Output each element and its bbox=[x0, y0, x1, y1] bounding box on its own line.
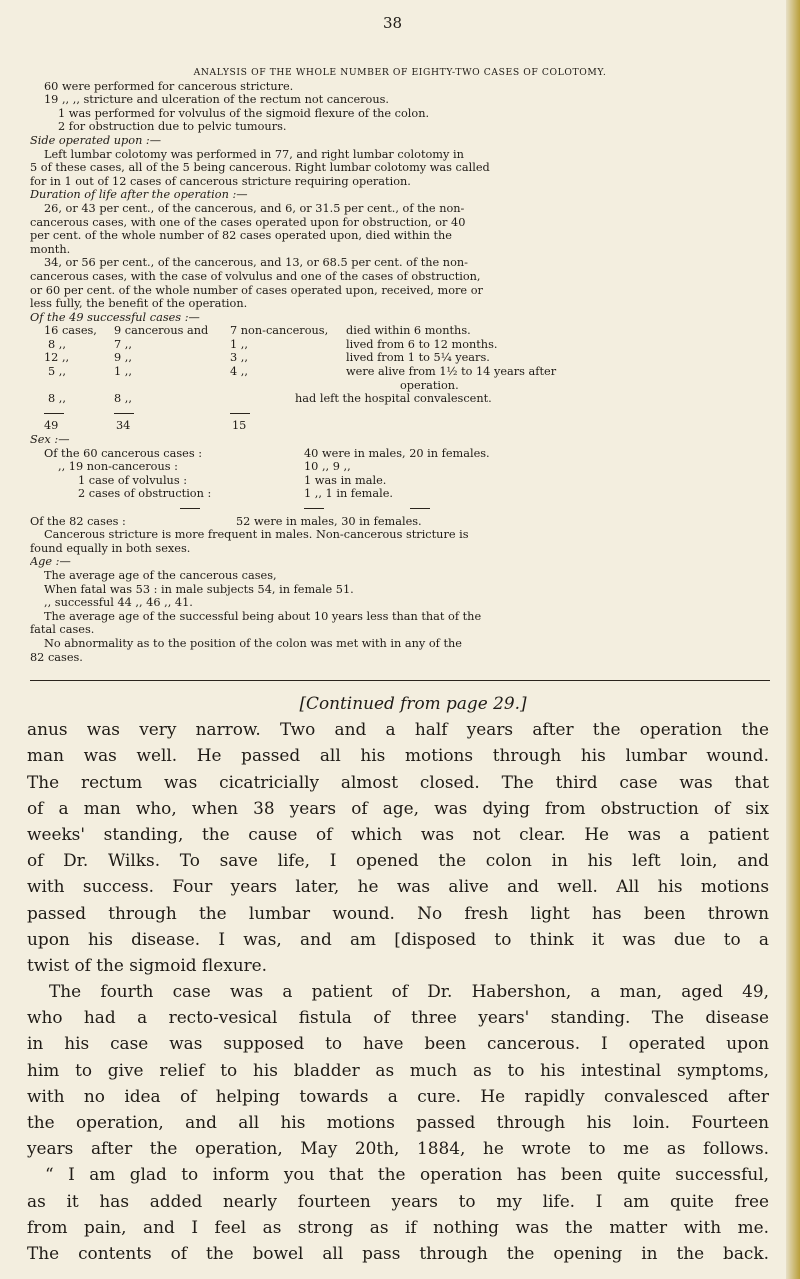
body-line: man was well. He passed all his motions through his lumbar wound. bbox=[27, 745, 769, 766]
sex-total: Of the 82 cases : 52 were in males, 30 in females. bbox=[30, 514, 422, 528]
duration-line: 34, or 56 per cent., of the cancerous, and 13, or 68.5 per cent. of the non- bbox=[44, 256, 468, 270]
successful-row: operation. bbox=[400, 378, 459, 392]
body-line: with no idea of helping towards a cure. He rapidly convalesced after bbox=[27, 1085, 769, 1106]
side-line: 5 of these cases, all of the 5 being cancerous. Right lumbar colotomy was called bbox=[30, 161, 490, 175]
successful-row: 16 cases, 9 cancerous and 7 non-cancerous, died within 6 months. bbox=[44, 324, 471, 338]
successful-heading: Of the 49 successful cases :— bbox=[30, 310, 200, 324]
duration-line: or 60 per cent. of the whole number of cases operated upon, received, more or bbox=[30, 283, 483, 297]
age-line: The average age of the cancerous cases, bbox=[44, 568, 277, 582]
body-line: from pain, and I feel as strong as if nothing was the matter with me. bbox=[27, 1216, 769, 1237]
body-line: as it has added nearly fourteen years to my life. I am quite free bbox=[27, 1190, 769, 1211]
duration-heading: Duration of life after the operation :— bbox=[30, 188, 248, 202]
sex-rule bbox=[30, 501, 770, 515]
intro-line: 19 ,, ,, stricture and ulceration of the rectum not cancerous. bbox=[44, 93, 389, 107]
intro-line: 2 for obstruction due to pelvic tumours. bbox=[58, 120, 287, 134]
sex-line: found equally in both sexes. bbox=[30, 541, 191, 555]
successful-row: 12 ,, 9 ,, 3 ,, lived from 1 to 5¼ years. bbox=[44, 351, 490, 365]
duration-line: cancerous cases, with one of the cases operated upon for obstruction, or 40 bbox=[30, 215, 466, 229]
page-number: 38 bbox=[383, 14, 403, 32]
intro-line: 1 was performed for volvulus of the sigmoid flexure of the colon. bbox=[58, 106, 430, 120]
section-divider bbox=[30, 680, 770, 681]
successful-row: 8 ,, 7 ,, 1 ,, lived from 6 to 12 months. bbox=[48, 337, 498, 351]
age-heading: Age :— bbox=[30, 555, 71, 569]
duration-line: per cent. of the whole number of 82 cases operated upon, died within the bbox=[30, 229, 452, 243]
age-line: When fatal was 53 : in male subjects 54, in female 51. bbox=[44, 582, 354, 596]
body-line: The fourth case was a patient of Dr. Habershon, a man, aged 49, bbox=[49, 981, 769, 1002]
analysis-block bbox=[30, 66, 770, 664]
intro-line: 60 were performed for cancerous stricture. bbox=[44, 79, 294, 93]
body-line: weeks' standing, the cause of which was not clear. He was a patient bbox=[27, 823, 769, 844]
sex-line: Cancerous stricture is more frequent in males. Non-cancerous stricture is bbox=[44, 528, 469, 542]
body-line: anus was very narrow. Two and a half years after the operation the bbox=[27, 719, 769, 740]
successful-row: 5 ,, 1 ,, 4 ,, were alive from 1½ to 14 years after bbox=[48, 365, 557, 379]
body-line: of a man who, when 38 years of age, was dying from obstruction of six bbox=[27, 797, 769, 818]
body-line: passed through the lumbar wound. No fresh light has been thrown bbox=[27, 902, 769, 923]
body-line: “ I am glad to inform you that the operation has been quite successful, bbox=[45, 1164, 769, 1185]
sex-row: Of the 60 cancerous cases : 40 were in males, 20 in females. bbox=[44, 446, 490, 460]
successful-row: 8 ,, 8 ,, had left the hospital convalescent. bbox=[48, 392, 492, 406]
body-line: upon his disease. I was, and am [disposed to think it was due to a bbox=[27, 928, 769, 949]
sex-row: 1 case of volvulus : 1 was in male. bbox=[78, 473, 387, 487]
analysis-heading: ANALYSIS OF THE WHOLE NUMBER OF EIGHTY-TWO CASES OF COLOTOMY. bbox=[193, 67, 607, 78]
duration-line: month. bbox=[30, 242, 71, 256]
body-line: the operation, and all his motions passed through his loin. Fourteen bbox=[27, 1112, 769, 1132]
body-line: who had a recto-vesical fistula of three years' standing. The disease bbox=[27, 1007, 769, 1028]
position-line: No abnormality as to the position of the colon was met with in any of the bbox=[44, 636, 462, 650]
body-line: with success. Four years later, he was alive and well. All his motions bbox=[27, 876, 769, 897]
body-line: twist of the sigmoid flexure. bbox=[27, 954, 268, 975]
age-line: fatal cases. bbox=[30, 623, 95, 637]
body-line: The rectum was cicatricially almost closed. The third case was that bbox=[27, 771, 769, 792]
continued-heading: [Continued from page 29.] bbox=[299, 693, 527, 713]
body-line: The contents of the bowel all pass through the opening in the back. bbox=[27, 1242, 769, 1263]
sex-row: ,, 19 non-cancerous : 10 ,, 9 ,, bbox=[58, 460, 351, 474]
totals-rule bbox=[30, 406, 770, 420]
duration-line: cancerous cases, with the case of volvulus and one of the cases of obstruction, bbox=[30, 269, 481, 283]
successful-totals: 49 34 15 bbox=[44, 419, 247, 433]
body-line: of Dr. Wilks. To save life, I opened the colon in his left loin, and bbox=[27, 850, 769, 871]
sex-heading: Sex :— bbox=[30, 433, 70, 447]
age-line: The average age of the successful being about 10 years less than that of the bbox=[44, 609, 482, 623]
body-line: him to give relief to his bladder as much as to his intestinal symptoms, bbox=[27, 1059, 769, 1080]
sex-row: 2 cases of obstruction : 1 ,, 1 in female. bbox=[78, 487, 394, 501]
side-line: for in 1 out of 12 cases of cancerous stricture requiring operation. bbox=[30, 174, 411, 188]
position-line: 82 cases. bbox=[30, 650, 83, 664]
continuation-block bbox=[27, 690, 769, 1266]
side-line: Left lumbar colotomy was performed in 77, and right lumbar colotomy in bbox=[44, 147, 464, 161]
body-line: years after the operation, May 20th, 1884, he wrote to me as follows. bbox=[27, 1138, 769, 1159]
body-line: in his case was supposed to have been cancerous. I operated upon bbox=[27, 1033, 769, 1054]
age-line: ,, successful 44 ,, 46 ,, 41. bbox=[44, 596, 193, 610]
duration-line: less fully, the benefit of the operation. bbox=[30, 297, 248, 311]
side-heading: Side operated upon :— bbox=[30, 133, 162, 147]
duration-line: 26, or 43 per cent., of the cancerous, and 6, or 31.5 per cent., of the non- bbox=[44, 201, 465, 215]
page-edge bbox=[786, 0, 800, 1279]
